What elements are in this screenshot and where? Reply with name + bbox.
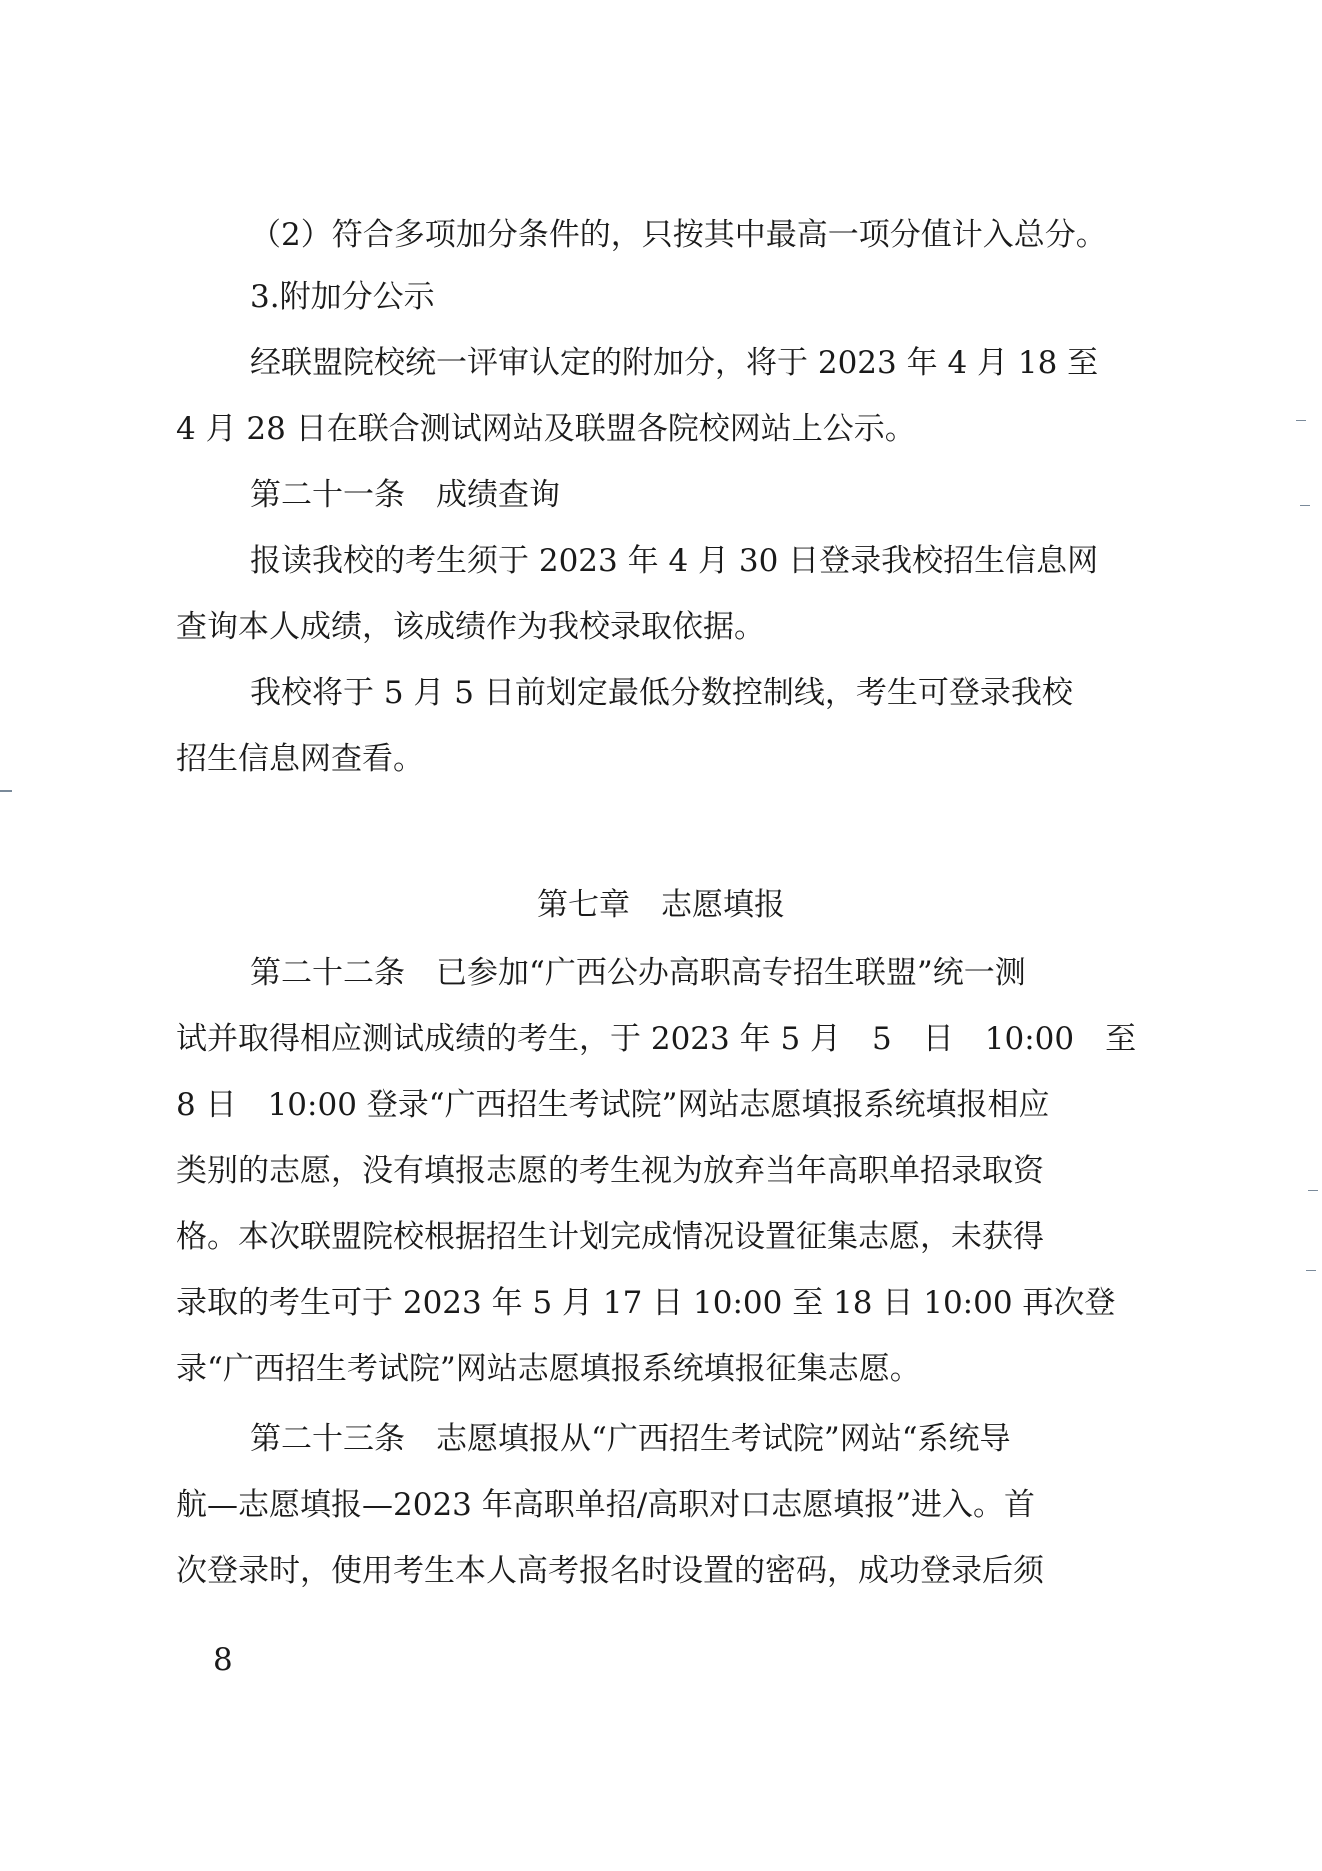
text-line: 次登录时，使用考生本人高考报名时设置的密码，成功登录后须 (176, 1553, 1044, 1589)
text-line: 招生信息网查看。 (176, 741, 424, 777)
text-line: 第二十三条 志愿填报从“广西招生考试院”网站“系统导 (250, 1421, 1011, 1457)
text-line: 试并取得相应测试成绩的考生，于 2023 年 5 月 5 日 10:00 至 (176, 1021, 1137, 1057)
text-line: 3.附加分公示 (250, 279, 435, 315)
text-line: 格。本次联盟院校根据招生计划完成情况设置征集志愿，未获得 (176, 1219, 1044, 1255)
chapter-title: 第七章 志愿填报 (537, 887, 785, 923)
text-line: 类别的志愿，没有填报志愿的考生视为放弃当年高职单招录取资 (176, 1153, 1044, 1189)
scan-mark (1306, 1270, 1316, 1271)
text-line: 4 月 28 日在联合测试网站及联盟各院校网站上公示。 (176, 411, 916, 447)
scan-mark (0, 790, 12, 792)
text-line: 录取的考生可于 2023 年 5 月 17 日 10:00 至 18 日 10:00 再次登 (176, 1285, 1116, 1321)
scan-mark (1308, 1190, 1318, 1191)
scan-mark (1296, 420, 1306, 421)
text-line: （2）符合多项加分条件的，只按其中最高一项分值计入总分。 (250, 217, 1107, 253)
article-heading: 第二十一条 成绩查询 (250, 477, 560, 513)
scan-mark (1300, 505, 1310, 506)
text-line: 8 日 10:00 登录“广西招生考试院”网站志愿填报系统填报相应 (176, 1087, 1050, 1123)
text-line: 报读我校的考生须于 2023 年 4 月 30 日登录我校招生信息网 (250, 543, 1099, 579)
page-number: 8 (213, 1642, 233, 1678)
text-line: 查询本人成绩，该成绩作为我校录取依据。 (176, 609, 765, 645)
text-line: 录“广西招生考试院”网站志愿填报系统填报征集志愿。 (176, 1351, 921, 1387)
text-line: 我校将于 5 月 5 日前划定最低分数控制线，考生可登录我校 (250, 675, 1073, 711)
text-line: 第二十二条 已参加“广西公办高职高专招生联盟”统一测 (250, 955, 1026, 991)
text-line: 航—志愿填报—2023 年高职单招/高职对口志愿填报”进入。首 (176, 1487, 1036, 1523)
text-line: 经联盟院校统一评审认定的附加分，将于 2023 年 4 月 18 至 (250, 345, 1099, 381)
